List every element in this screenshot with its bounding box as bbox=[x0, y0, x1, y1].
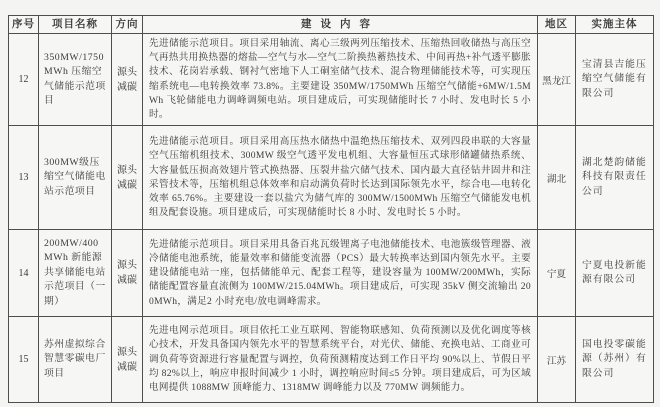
implementing-entity-cell: 宝清县吉能压缩空气储能有限公司 bbox=[576, 34, 654, 126]
project-name-cell: 300MW级压缩空气储能电站示范项目 bbox=[39, 126, 112, 230]
table-row bbox=[9, 230, 654, 317]
construction-content-cell: 先进储能示范项目。项目采用高压热水储热中温绝热压缩技术、双列四段串联的大容量空气压缩机组技术、300MW 级空气透平发电机组、大容量恒压式球形储罐储热系统、大容量低压损高效翅片管式换热器、压裂井盐穴储气技术、国内最大直径钻井固井和注采管技术等，压缩机组总体效率和启动满负荷时长达到国际领先水平，综合电—电转化效率 65.76%。主要建设一套以盐穴为储气库的 300MW/1500MWh 压缩空气储能发电机组及配套设施。项目建成后，可实现储能时长 8 小时、发电时长 5 小时。 bbox=[143, 126, 538, 230]
serial-number-cell: 14 bbox=[9, 230, 39, 317]
construction-content-cell: 先进储能示范项目。项目采用轴流、离心三级两列压缩技术、压缩热回收储热与高压空气再热共用换热器的熔盐—空气与水—空气二阶换热蓄热技术、中间再热+补气透平膨胀技术、花岗岩承载、钢衬气密地下人工硐室储气技术、混合物理储能技术等，可实现压缩系统电—电转换效率 73.8%。主要建设 350MW/1750MWh 压缩空气储能+6MW/1.5MWh 飞轮储能电力调峰调频电站。项目建成后，可实现储能时长 7 小时、发电时长 5 小时。 bbox=[143, 34, 538, 126]
table-row bbox=[9, 34, 654, 126]
header-region: 地区 bbox=[538, 16, 576, 34]
implementing-entity-cell: 国电投零碳能源（苏州）有限公司 bbox=[576, 317, 654, 403]
header-implementing-entity: 实施主体 bbox=[576, 16, 654, 34]
header-serial-number: 序号 bbox=[9, 16, 39, 34]
project-name-cell: 200MW/400MWh 新能源共享储能电站示范项目（一期） bbox=[39, 230, 112, 317]
header-direction: 方向 bbox=[112, 16, 143, 34]
implementing-entity-cell: 宁夏电投新能源有限公司 bbox=[576, 230, 654, 317]
direction-cell: 源头减碳 bbox=[112, 126, 143, 230]
header-project-name: 项目名称 bbox=[39, 16, 112, 34]
implementing-entity-cell: 湖北楚韵储能科技有限责任公司 bbox=[576, 126, 654, 230]
table-row bbox=[9, 126, 654, 230]
table-row bbox=[9, 317, 654, 403]
construction-content-cell: 先进储能示范项目。项目采用具备百兆瓦级锂离子电池储能技术、电池簇级管理器、液冷储能电池系统，能量效率和储能变流器（PCS）最大转换率达到国内领先水平。主要建设储能电站一座，包括储能单元、配套工程等，建设容量为 100MW/200MWh，实际储能配置容量直流侧为 100MW/215.04MWh。项目建成后，可实现 35kV 侧交流输出 200MWh，满足2 小时充电/放电调峰需求。 bbox=[143, 230, 538, 317]
direction-cell: 源头减碳 bbox=[112, 230, 143, 317]
header-construction-content: 建设内容 bbox=[143, 16, 538, 34]
serial-number-cell: 13 bbox=[9, 126, 39, 230]
project-name-cell: 350MW/1750MWh 压缩空气储能示范项目 bbox=[39, 34, 112, 126]
region-cell: 黑龙江 bbox=[538, 34, 576, 126]
project-name-cell: 苏州虚拟综合智慧零碳电厂项目 bbox=[39, 317, 112, 403]
region-cell: 宁夏 bbox=[538, 230, 576, 317]
serial-number-cell: 15 bbox=[9, 317, 39, 403]
region-cell: 江苏 bbox=[538, 317, 576, 403]
region-cell: 湖北 bbox=[538, 126, 576, 230]
table-header-row bbox=[9, 16, 654, 34]
project-table bbox=[8, 15, 654, 403]
serial-number-cell: 12 bbox=[9, 34, 39, 126]
direction-cell: 源头减碳 bbox=[112, 34, 143, 126]
construction-content-cell: 先进电网示范项目。项目依托工业互联网、智能物联感知、负荷预测以及优化调度等核心技术，开发具备国内领先水平的智慧系统平台，对光伏、储能、充换电站、工商业可调负荷等资源进行容量配置与调控，负荷预测精度达到工作日平均 90%以上、节假日平均 82%以上，响应申报时间减少 1 小时，调控响应时间≤5 分钟。项目建成后，可为区域电网提供 1088MW 顶峰能力、1318MW 调峰能力以及 770MW 调频能力。 bbox=[143, 317, 538, 403]
direction-cell: 源头减碳 bbox=[112, 317, 143, 403]
